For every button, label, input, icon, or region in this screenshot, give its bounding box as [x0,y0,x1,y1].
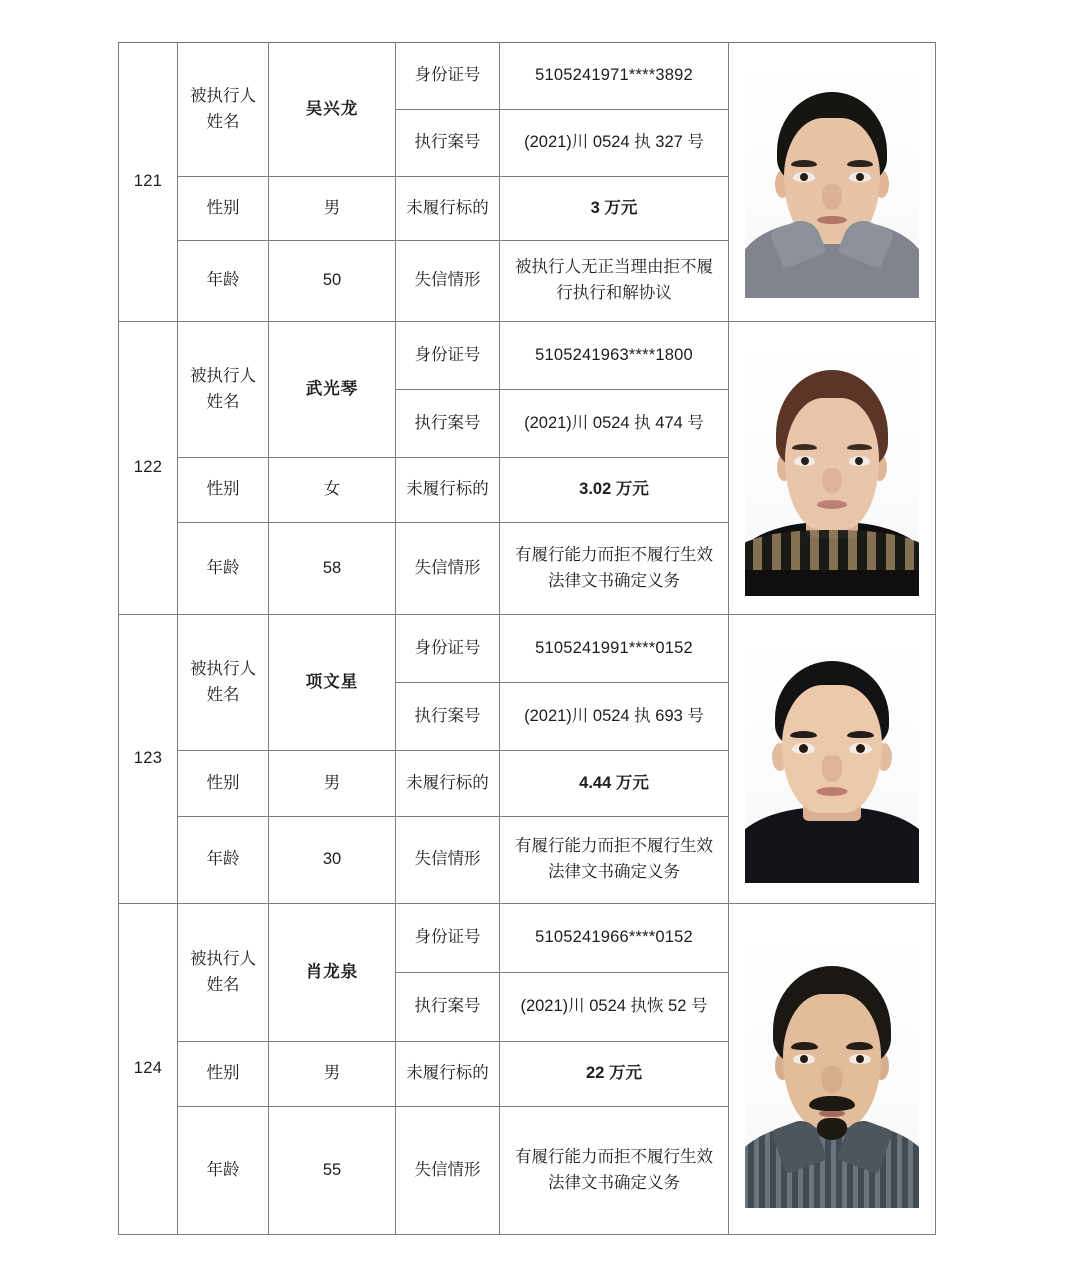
label-name-line1: 被执行人 [190,366,256,385]
photo-cell-122 [729,322,936,615]
portrait-nose [823,468,842,494]
value-case-number-123: (2021)川 0524 执 693 号 [500,683,729,751]
value-dishonesty-124 [500,1107,729,1235]
label-amount-123: 未履行标的 [396,751,500,817]
portrait-pupil-right [856,173,864,181]
value-amount-124: 22 万元 [500,1042,729,1107]
label-id-number-122: 身份证号 [396,322,500,390]
value-name-122: 武光琴 [269,322,396,458]
dishonesty-line2: 法律文书确定义务 [548,1173,680,1192]
record-index-122: 122 [119,322,178,615]
portrait-brow-right [846,1042,873,1050]
label-dishonesty-124: 失信情形 [396,1107,500,1235]
label-name-123 [178,615,269,751]
label-case-number-121: 执行案号 [396,110,500,177]
value-id-number-123: 5105241991****0152 [500,615,729,683]
value-age-122: 58 [269,523,396,615]
portrait-brow-left [791,160,817,167]
portrait-pupil-left [801,457,809,465]
portrait-mouth [819,1110,845,1117]
portrait-mouth [817,787,848,796]
portrait-brow-right [847,160,873,167]
label-name-121 [178,43,269,177]
value-dishonesty-122 [500,523,729,615]
dishonesty-line1: 有履行能力而拒不履行生效 [515,837,713,856]
photo-cell-123 [729,615,936,904]
value-amount-123: 4.44 万元 [500,751,729,817]
portrait-pupil-left [800,1055,808,1063]
portrait-pupil-left [799,744,808,753]
label-gender-122: 性别 [178,458,269,523]
portrait-brow-left [791,1042,818,1050]
label-name-line1: 被执行人 [190,86,256,105]
portrait-pupil-right [856,1055,864,1063]
label-name-124 [178,904,269,1042]
record-index-121: 121 [119,43,178,322]
portrait-goatee [817,1118,847,1140]
value-id-number-121: 5105241971****3892 [500,43,729,110]
label-name-line1: 被执行人 [190,659,256,678]
portrait-122 [745,340,919,596]
portrait-brow-left [790,731,817,738]
portrait-brow-right [847,731,874,738]
dishonesty-line1: 有履行能力而拒不履行生效 [515,545,713,564]
value-age-121: 50 [269,241,396,322]
label-case-number-122: 执行案号 [396,390,500,458]
value-dishonesty-123 [500,817,729,904]
dishonesty-line2: 法律文书确定义务 [548,863,680,881]
label-name-line2: 姓名 [206,685,240,704]
label-name-line2: 姓名 [206,112,240,131]
portrait-mouth [817,216,847,224]
value-amount-121: 3 万元 [500,177,729,241]
value-amount-122: 3.02 万元 [500,458,729,523]
label-gender-121: 性别 [178,177,269,241]
label-age-123: 年龄 [178,817,269,904]
dishonesty-line2: 行执行和解协议 [556,284,672,302]
value-name-123: 项文星 [269,615,396,751]
label-dishonesty-122: 失信情形 [396,523,500,615]
label-age-124: 年龄 [178,1107,269,1235]
label-case-number-123: 执行案号 [396,683,500,751]
value-name-124: 肖龙泉 [269,904,396,1042]
dishonest-debtor-table [118,42,936,1235]
table-row [119,904,936,973]
label-name-122 [178,322,269,458]
label-id-number-121: 身份证号 [396,43,500,110]
dishonesty-line1: 被执行人无正当理由拒不履 [515,258,713,277]
dishonesty-line1: 有履行能力而拒不履行生效 [515,1147,713,1166]
label-amount-121: 未履行标的 [396,177,500,241]
portrait-pupil-right [856,744,865,753]
portrait-garment-stripes [745,530,919,570]
table-row [119,322,936,390]
value-age-123: 30 [269,817,396,904]
photo-cell-124 [729,904,936,1235]
value-gender-123: 男 [269,751,396,817]
portrait-124 [745,930,919,1208]
value-dishonesty-121 [500,241,729,322]
portrait-123 [745,635,919,883]
label-amount-122: 未履行标的 [396,458,500,523]
label-name-line2: 姓名 [206,392,240,411]
value-id-number-122: 5105241963****1800 [500,322,729,390]
photo-cell-121 [729,43,936,322]
label-name-line2: 姓名 [206,975,240,994]
portrait-mustache [809,1096,855,1111]
portrait-nose [822,1066,843,1094]
label-name-line1: 被执行人 [190,949,256,968]
label-case-number-124: 执行案号 [396,973,500,1042]
value-case-number-122: (2021)川 0524 执 474 号 [500,390,729,458]
portrait-121 [745,66,919,298]
table-row [119,43,936,110]
value-gender-121: 男 [269,177,396,241]
portrait-brow-left [792,444,817,450]
dishonesty-line2: 法律文书确定义务 [548,571,680,590]
label-age-122: 年龄 [178,523,269,615]
label-amount-124: 未履行标的 [396,1042,500,1107]
value-case-number-124: (2021)川 0524 执恢 52 号 [500,973,729,1042]
portrait-mouth [817,500,847,509]
label-dishonesty-123: 失信情形 [396,817,500,904]
value-case-number-121: (2021)川 0524 执 327 号 [500,110,729,177]
label-dishonesty-121: 失信情形 [396,241,500,322]
portrait-pupil-right [855,457,863,465]
label-age-121: 年龄 [178,241,269,322]
portrait-nose [822,184,842,210]
label-gender-123: 性别 [178,751,269,817]
record-index-124: 124 [119,904,178,1235]
portrait-nose [822,755,843,782]
table-row [119,615,936,683]
value-name-121: 吴兴龙 [269,43,396,177]
label-id-number-123: 身份证号 [396,615,500,683]
record-index-123: 123 [119,615,178,904]
label-id-number-124: 身份证号 [396,904,500,973]
value-gender-122: 女 [269,458,396,523]
value-id-number-124: 5105241966****0152 [500,904,729,973]
portrait-brow-right [847,444,872,450]
portrait-pupil-left [800,173,808,181]
label-gender-124: 性别 [178,1042,269,1107]
value-age-124: 55 [269,1107,396,1235]
value-gender-124: 男 [269,1042,396,1107]
